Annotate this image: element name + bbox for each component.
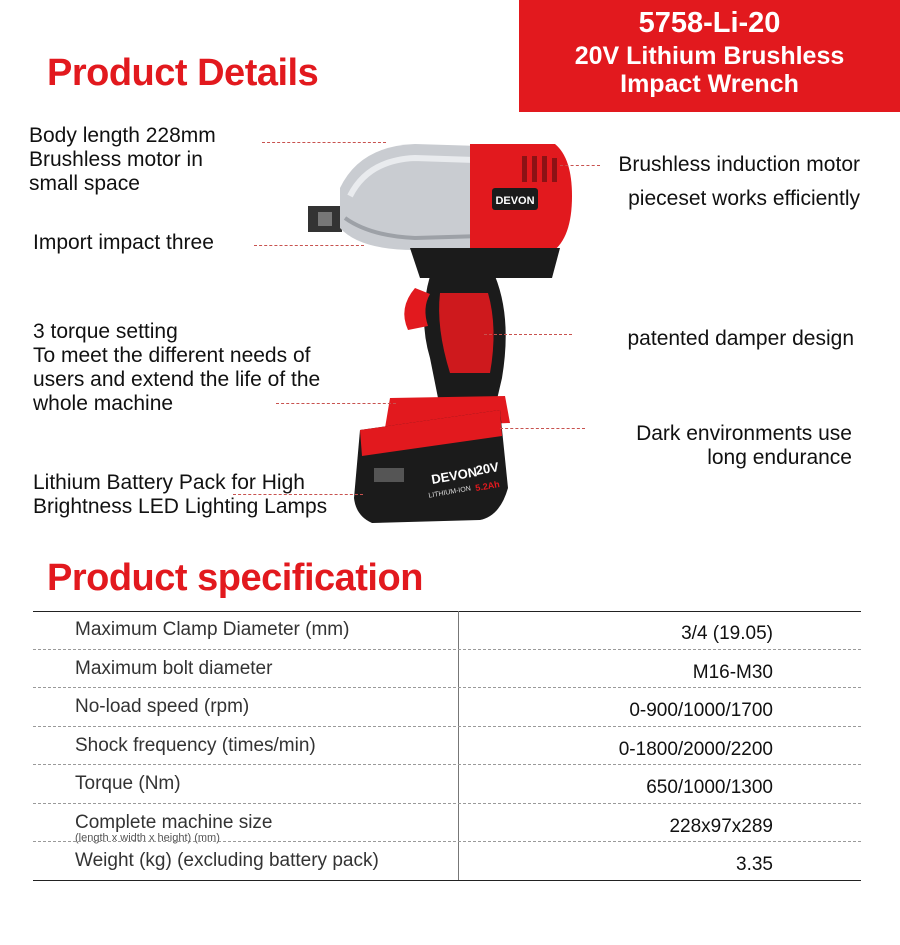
details-title: Product Details: [47, 52, 319, 94]
callout-torque: [33, 320, 320, 416]
spec-row: [33, 727, 861, 766]
callout-motor: [580, 153, 860, 211]
spec-label: Maximum Clamp Diameter (mm): [75, 619, 350, 640]
callout-line: Brightness LED Lighting Lamps: [33, 495, 328, 518]
callout-line: Lithium Battery Pack for High: [33, 471, 305, 494]
callout-endurance: [560, 422, 852, 470]
spec-value: 0-900/1000/1700: [629, 700, 773, 721]
callout-line: 3 torque setting: [33, 320, 178, 343]
spec-row: [33, 804, 861, 843]
callout-battery: [33, 471, 327, 519]
leader-line: [500, 428, 585, 429]
spec-label: Shock frequency (times/min): [75, 734, 316, 756]
callout-line: Brushless induction motor: [618, 153, 860, 176]
subtitle-line-1: 20V Lithium Brushless: [574, 42, 845, 70]
callout-damper: [560, 327, 854, 351]
battery-brand: DEVON: [430, 464, 479, 487]
brand-logo: DEVON: [495, 195, 535, 207]
battery-voltage: 20V: [474, 459, 500, 478]
spec-value: 228x97x289: [669, 815, 773, 837]
leader-line: [233, 494, 363, 495]
spec-label: Weight (kg) (excluding battery pack): [75, 850, 379, 871]
spec-title: Product specification: [47, 557, 423, 599]
callout-line: Import impact three: [33, 231, 214, 254]
leader-line: [262, 142, 386, 143]
impact-wrench-image: [290, 118, 590, 530]
leader-line: [276, 403, 396, 404]
battery-type: LITHIUM-ION: [428, 485, 472, 500]
spec-label: No-load speed (rpm): [75, 696, 250, 717]
callout-line: users and extend the life of the: [33, 368, 321, 391]
spec-table: [33, 611, 861, 881]
callout-line: whole machine: [33, 392, 174, 415]
callout-line: Body length 228mm: [29, 124, 216, 147]
spec-value: 0-1800/2000/2200: [618, 738, 773, 760]
callout-impact: [33, 231, 214, 255]
product-subtitle: [519, 42, 900, 98]
callout-line: patented damper design: [627, 327, 854, 350]
spec-value: 650/1000/1300: [646, 777, 773, 798]
spec-label: Torque (Nm): [75, 773, 181, 794]
leader-line: [254, 245, 364, 246]
model-number: 5758-Li-20: [638, 7, 781, 39]
callout-line: small space: [29, 172, 140, 195]
spec-label: Complete machine size: [75, 811, 273, 833]
header-banner: [519, 0, 900, 112]
subtitle-line-2: Impact Wrench: [620, 70, 799, 98]
spec-value: 3/4 (19.05): [681, 623, 773, 644]
leader-line: [484, 334, 572, 335]
callout-line: Dark environments use: [636, 422, 852, 445]
callout-line: long endurance: [707, 446, 852, 469]
spec-row: [33, 688, 861, 727]
leader-line: [560, 165, 600, 166]
spec-row: [33, 611, 861, 650]
spec-value: 3.35: [736, 854, 773, 875]
callout-line: To meet the different needs of: [33, 344, 311, 367]
battery-capacity: 5.2Ah: [474, 478, 501, 494]
spec-note: (length x width x height) (mm): [75, 831, 220, 844]
callout-line: Brushless motor in: [29, 148, 203, 171]
spec-value: M16-M30: [692, 661, 773, 683]
spec-row: [33, 842, 861, 881]
spec-label: Maximum bolt diameter: [75, 657, 273, 679]
spec-row: [33, 765, 861, 804]
spec-row: [33, 650, 861, 689]
callout-body-length: [29, 124, 216, 196]
callout-line: pieceset works efficiently: [628, 187, 860, 210]
